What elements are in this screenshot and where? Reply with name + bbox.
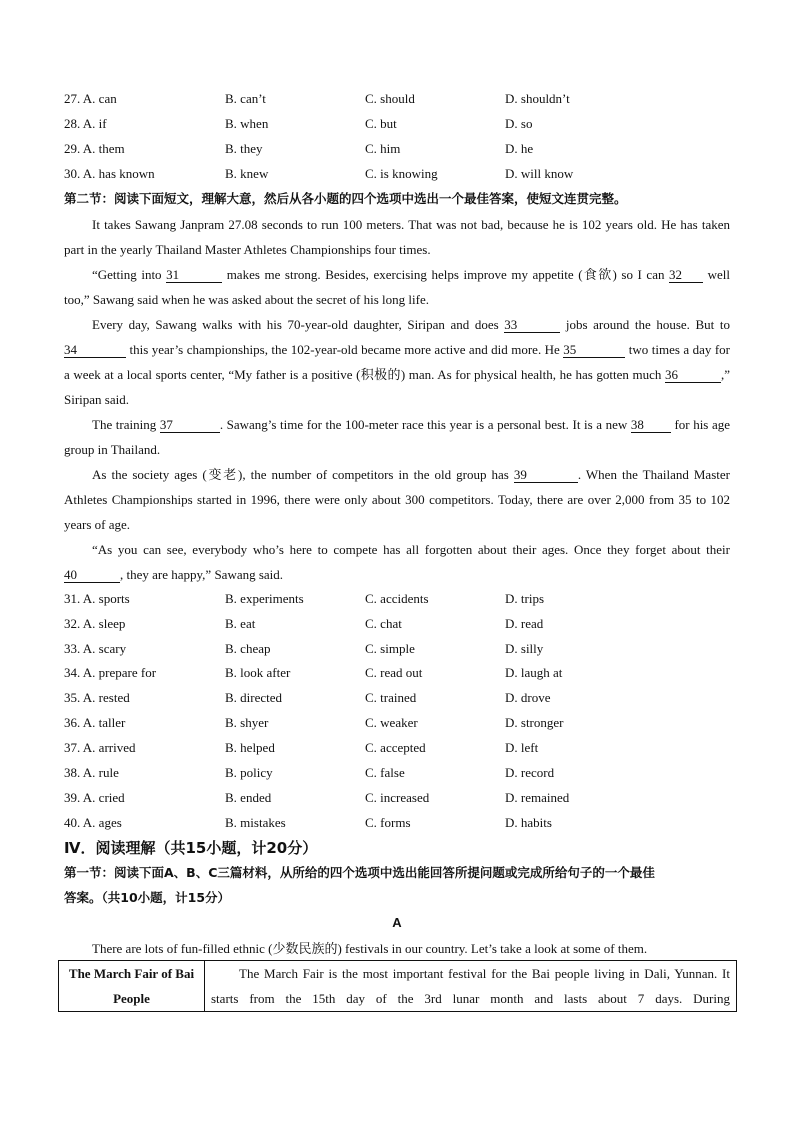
option-b: B. policy	[225, 765, 273, 780]
option-c: C. but	[365, 116, 397, 131]
option-a: 28. A. if	[64, 116, 107, 131]
option-c: C. is knowing	[365, 166, 438, 181]
option-b: B. they	[225, 141, 263, 156]
option-row-32	[64, 615, 744, 633]
option-b: B. eat	[225, 616, 256, 631]
passage-paragraph-1: It takes Sawang Janpram 27.08 seconds to run 100 meters. That was not bad, because he is 102 years old. He has taken part in the yearly Thailand Master Athletes Championships four times.	[64, 217, 730, 257]
option-b: B. knew	[225, 166, 269, 181]
option-c: C. weaker	[365, 715, 418, 730]
passage-paragraph-4	[64, 412, 730, 462]
text-run: Every day, Sawang walks with his 70-year-old daughter, Siripan and does	[92, 317, 505, 332]
option-row-36	[64, 714, 744, 732]
option-b: B. helped	[225, 740, 275, 755]
text-run: jobs around the house. But to	[560, 317, 730, 332]
section4-instruction-line2: 答案。（共10小题，计15分）	[64, 890, 231, 905]
option-row-33	[64, 640, 744, 658]
option-a: 36. A. taller	[64, 715, 126, 730]
option-a: 32. A. sleep	[64, 616, 126, 631]
section4-instruction-line1: 第一节：阅读下面A、B、C三篇材料，从所给的四个选项中选出能回答所提问题或完成所给句子的一个最佳	[64, 865, 655, 880]
table-row	[59, 961, 737, 1012]
text-run: . Sawang’s time for the 100-meter race this year is a personal best. It is a new	[219, 417, 631, 432]
text-run: well too,” Sawang said when he was asked about the secret of his long life.	[64, 267, 730, 307]
text-run: ,” Siripan said.	[64, 367, 730, 407]
option-c: C. increased	[365, 790, 430, 805]
option-a: 30. A. has known	[64, 166, 155, 181]
option-row-34	[64, 664, 744, 682]
text-run: “As you can see, everybody who’s here to compete has all forgotten about their ages. Once they forget about their	[92, 542, 730, 557]
text-run: this year’s championships, the 102-year-old became more active and did more. He	[126, 342, 564, 357]
option-d: D. remained	[505, 790, 570, 805]
festival-table	[58, 960, 737, 1012]
text-run: As the society ages (变老), the number of competitors in the old group has	[92, 467, 514, 482]
option-c: C. false	[365, 765, 405, 780]
text-run: makes me strong. Besides, exercising helps improve my appetite (食欲) so I can	[222, 267, 670, 282]
passage-paragraph-5	[64, 462, 730, 537]
option-c: C. accepted	[365, 740, 426, 755]
blank-38: 38	[631, 417, 671, 433]
option-d: D. left	[505, 740, 539, 755]
passage-paragraph-3	[64, 312, 730, 412]
blank-33: 33	[504, 317, 560, 333]
option-d: D. stronger	[505, 715, 564, 730]
blank-35: 35	[563, 342, 625, 358]
option-b: B. directed	[225, 690, 283, 705]
blank-31: 31	[166, 267, 222, 283]
blank-40: 40	[64, 567, 120, 583]
option-c: C. chat	[365, 616, 402, 631]
festival-description-cell: The March Fair is the most important festival for the Bai people living in Dali, Yunnan. It starts from the 15th day of the 3rd lunar month and lasts about 7 days. During	[205, 961, 737, 1012]
option-d: D. laugh at	[505, 665, 563, 680]
option-d: D. record	[505, 765, 555, 780]
option-c: C. should	[365, 91, 415, 106]
text-run: The training	[92, 417, 160, 432]
option-d: D. trips	[505, 591, 544, 606]
option-b: B. cheap	[225, 641, 271, 656]
blank-36: 36	[665, 367, 721, 383]
option-d: D. he	[505, 141, 534, 156]
option-a: 38. A. rule	[64, 765, 119, 780]
passage-paragraph-2	[64, 262, 730, 312]
blank-32: 32	[669, 267, 703, 283]
section2-instruction: 第二节：阅读下面短文，理解大意，然后从各小题的四个选项中选出一个最佳答案，使短文连贯完整。	[64, 191, 627, 206]
option-a: 40. A. ages	[64, 815, 122, 830]
option-row-40	[64, 814, 744, 832]
option-b: B. can’t	[225, 91, 266, 106]
option-a: 31. A. sports	[64, 591, 130, 606]
option-c: C. trained	[365, 690, 417, 705]
option-a: 29. A. them	[64, 141, 125, 156]
passage-paragraph-6	[64, 537, 730, 587]
option-d: D. read	[505, 616, 544, 631]
festival-name-cell: The March Fair of Bai People	[59, 961, 205, 1012]
text-run: , they are happy,” Sawang said.	[120, 567, 284, 582]
passage-a-intro: There are lots of fun-filled ethnic (少数民族的) festivals in our country. Let’s take a look at some of them.	[92, 941, 648, 956]
option-row-37	[64, 739, 744, 757]
option-row-35	[64, 689, 744, 707]
option-row-27	[64, 90, 744, 108]
passage-a-title: A	[392, 915, 402, 930]
option-row-28	[64, 115, 744, 133]
option-a: 33. A. scary	[64, 641, 127, 656]
option-c: C. him	[365, 141, 401, 156]
option-b: B. mistakes	[225, 815, 286, 830]
option-d: D. habits	[505, 815, 552, 830]
option-b: B. when	[225, 116, 269, 131]
text-run: for his age group in Thailand.	[64, 417, 730, 457]
option-row-30	[64, 165, 744, 183]
option-b: B. ended	[225, 790, 272, 805]
option-d: D. shouldn’t	[505, 91, 570, 106]
option-row-38	[64, 764, 744, 782]
option-c: C. read out	[365, 665, 423, 680]
option-c: C. simple	[365, 641, 415, 656]
option-d: D. so	[505, 116, 533, 131]
option-a: 35. A. rested	[64, 690, 130, 705]
option-b: B. look after	[225, 665, 291, 680]
section4-title: Ⅳ．阅读理解（共15小题，计20分）	[64, 839, 318, 857]
blank-39: 39	[514, 467, 578, 483]
option-a: 34. A. prepare for	[64, 665, 157, 680]
option-d: D. drove	[505, 690, 551, 705]
option-a: 27. A. can	[64, 91, 117, 106]
option-d: D. silly	[505, 641, 544, 656]
option-b: B. experiments	[225, 591, 304, 606]
text-run: two times a day for a week at a local sports center, “My father is a positive (积极的) man. As for physical health, he has gotten much	[64, 342, 730, 382]
blank-37: 37	[160, 417, 220, 433]
option-a: 37. A. arrived	[64, 740, 136, 755]
blank-34: 34	[64, 342, 126, 358]
option-row-39	[64, 789, 744, 807]
option-d: D. will know	[505, 166, 574, 181]
option-c: C. accidents	[365, 591, 429, 606]
option-b: B. shyer	[225, 715, 269, 730]
option-c: C. forms	[365, 815, 411, 830]
option-row-29	[64, 140, 744, 158]
text-run: “Getting into	[92, 267, 167, 282]
option-a: 39. A. cried	[64, 790, 125, 805]
text-run: . When the Thailand Master Athletes Championships started in 1996, there were only about 300 competitors. Today, there are over 2,000 from 35 to 102 years of age.	[64, 467, 730, 532]
option-row-31	[64, 590, 744, 608]
